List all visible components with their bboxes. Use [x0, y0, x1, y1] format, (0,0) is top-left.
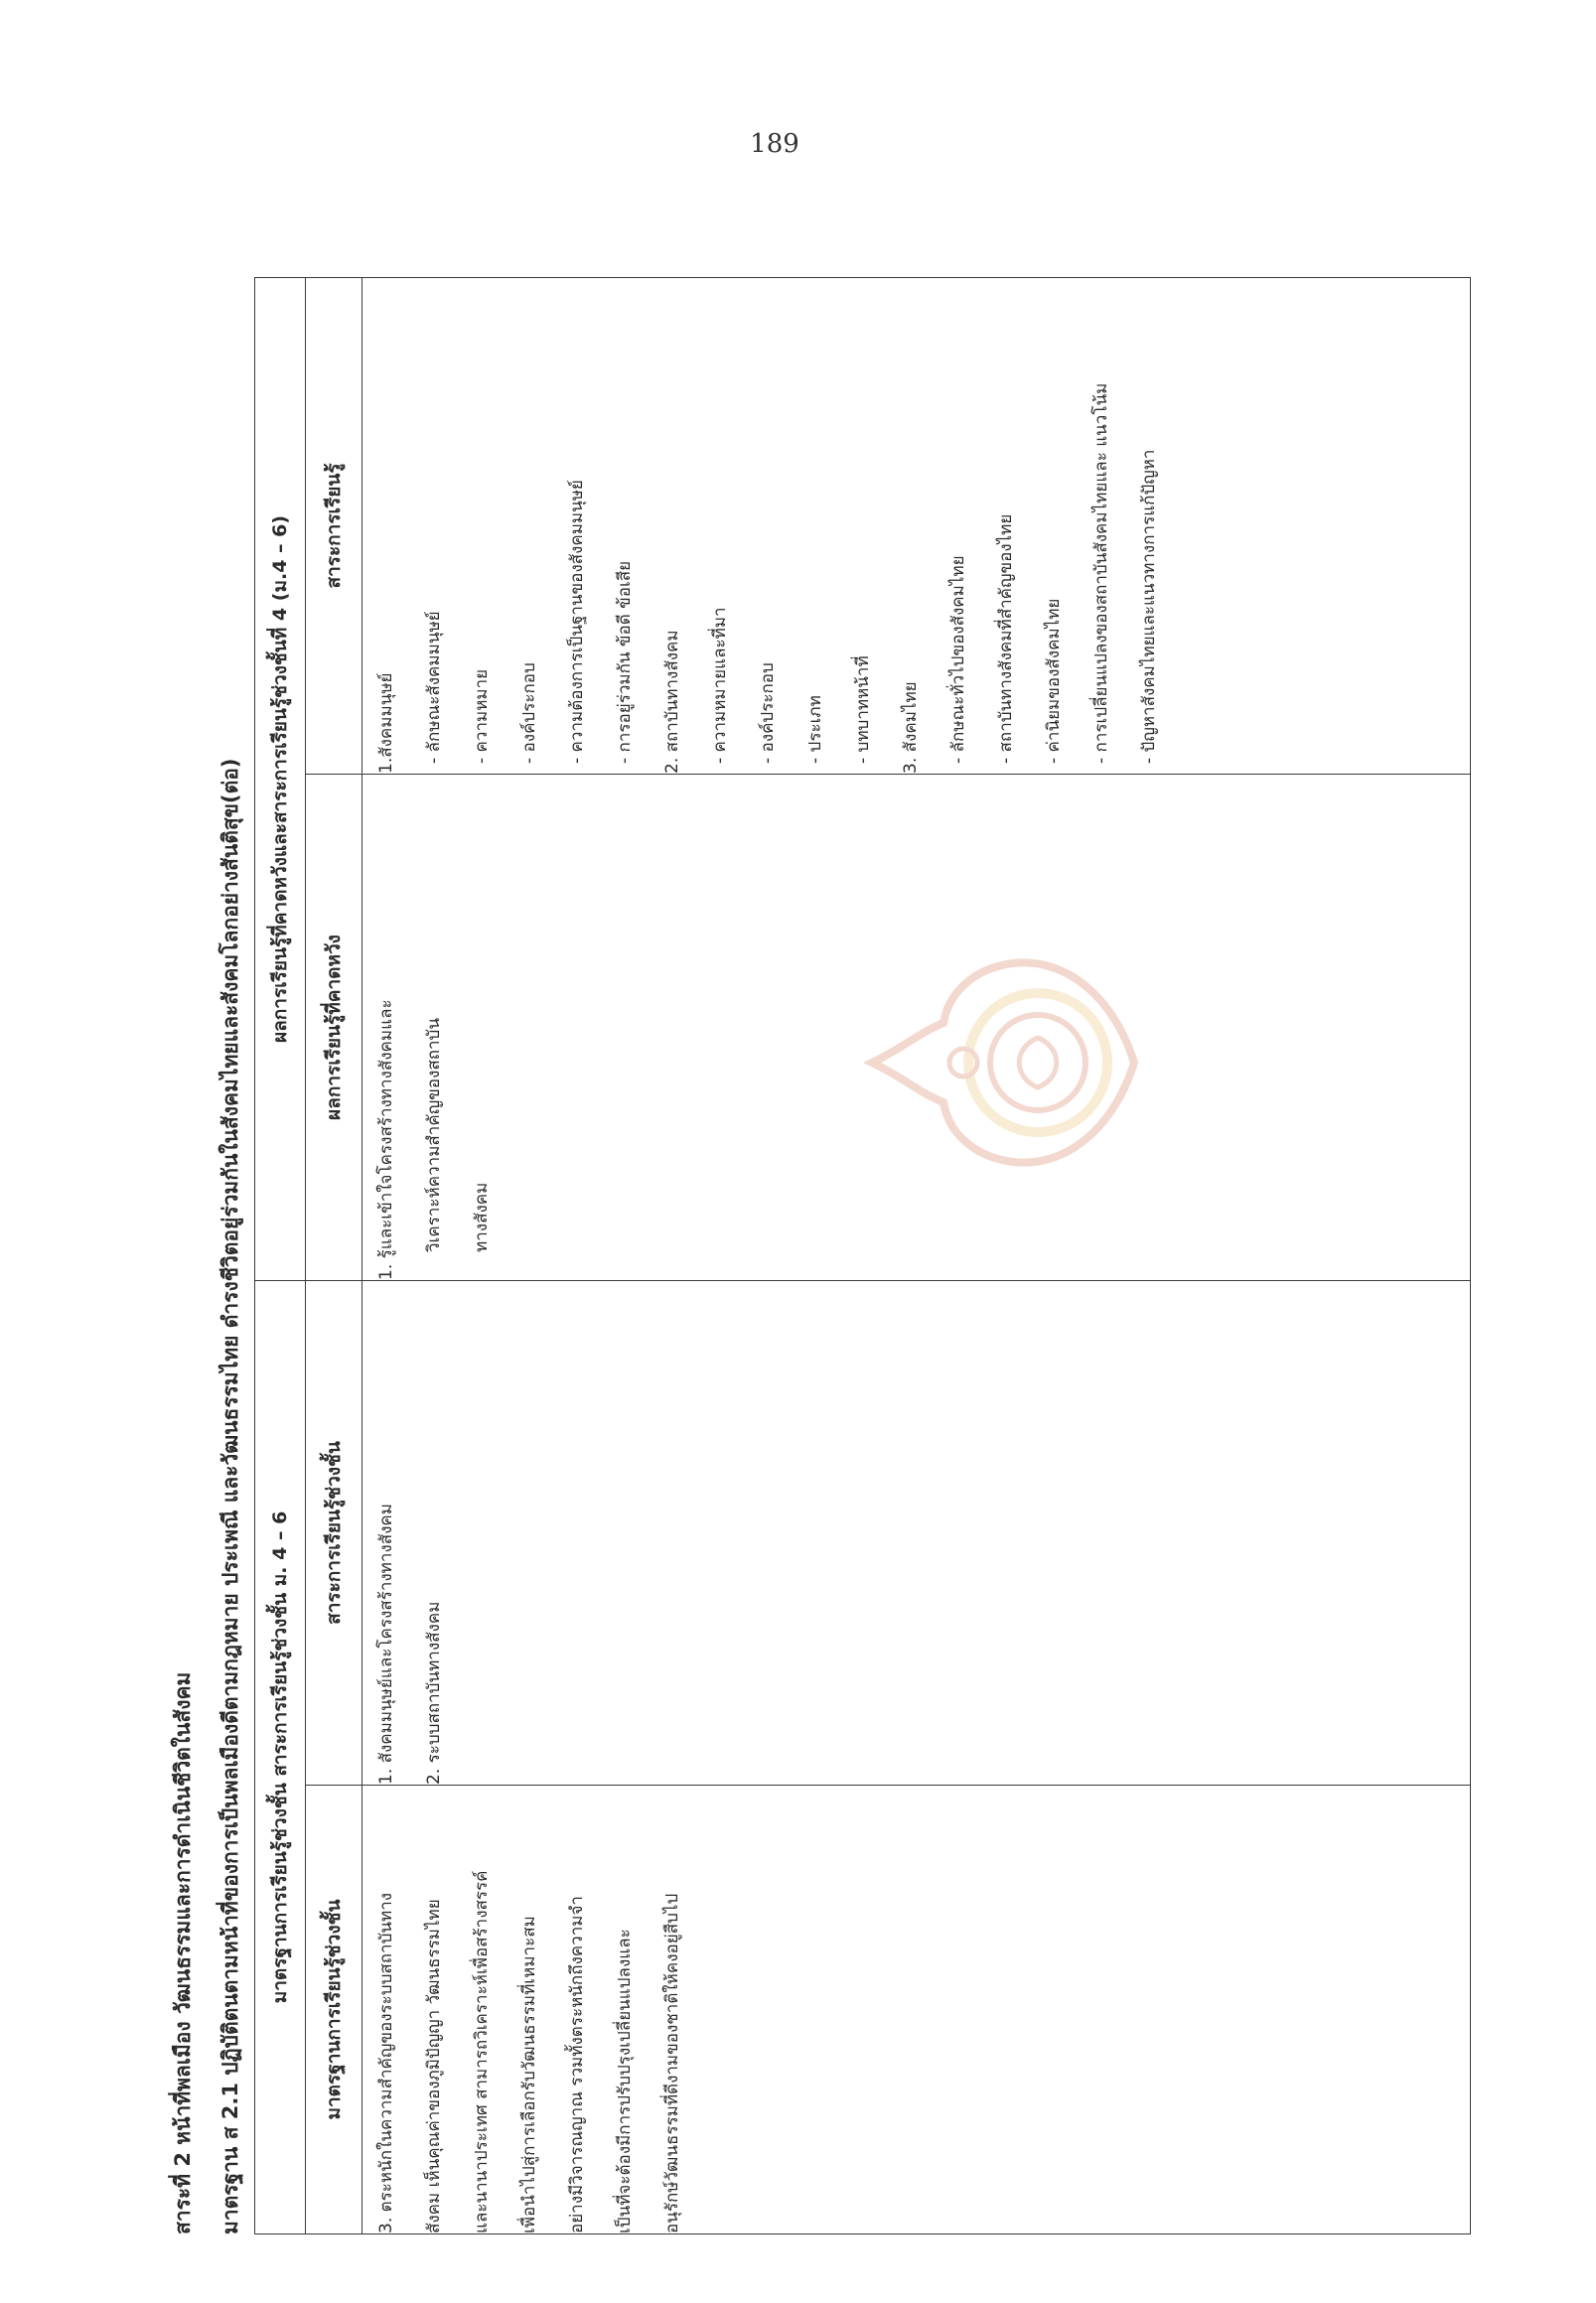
learning-item: - บทบาทหน้าที่ [853, 655, 873, 764]
outcome-line: วิเคราะห์ความสำคัญของสถาบัน [424, 1018, 444, 1252]
learning-item: - ค่านิยมของสังคมไทย [1044, 598, 1064, 764]
standards-table [254, 277, 1471, 2234]
standard-line: และนานาประเทศ สามารถวิเคราะห์เพื่อสร้างสรรค์ [472, 1870, 492, 2233]
learning-item: - การเปลี่ยนแปลงของสถาบันสังคมไทยและ แนวโน้ม [1091, 382, 1111, 764]
learning-item: - องค์ประกอบ [519, 662, 539, 764]
strand-heading: สาระที่ 2 หน้าที่พลเมือง วัฒนธรรมและการดำเนินชีวิตในสังคม [171, 1671, 195, 2234]
content-line: 2. ระบบสถาบันทางสังคม [424, 1601, 444, 1785]
standard-line: อนุรักษ์วัฒนธรรมที่ดีงามของชาติให้คงอยู่สืบไป [662, 1893, 682, 2233]
column-header-outcome: ผลการเรียนรู้ที่คาดหวัง [306, 774, 363, 1280]
column-header-standard: มาตรฐานการเรียนรู้ช่วงชั้น [306, 1786, 363, 2234]
content-cell [363, 1280, 1471, 1785]
column-header-content: สาระการเรียนรู้ช่วงชั้น [306, 1280, 363, 1785]
standard-line: เป็นที่จะต้องมีการปรับปรุงเปลี่ยนแปลงและ [615, 1929, 635, 2233]
standard-cell [363, 1786, 1471, 2234]
learning-item: - ลักษณะทั่วไปของสังคมไทย [948, 555, 968, 764]
learning-item: - ความต้องการเป็นฐานของสังคมมนุษย์ [567, 480, 587, 764]
standard-line: สังคม เห็นคุณค่าของภูมิปัญญา วัฒนธรรมไทย [424, 1899, 444, 2233]
learning-item: 2. สถาบันทางสังคม [662, 630, 682, 774]
learning-item: - การอยู่ร่วมกัน ข้อดี ข้อเสีย [615, 560, 635, 764]
learning-item: - ลักษณะสังคมมนุษย์ [424, 611, 444, 764]
section-header-right: ผลการเรียนรู้ที่คาดหวังและสาระการเรียนรู้ช่วงชั้นที่ 4 (ม.4 – 6) [255, 277, 306, 1280]
learning-item: - ความหมายและที่มา [710, 607, 730, 764]
learning-item: - ประเภท [805, 695, 825, 764]
section-header-left: มาตรฐานการเรียนรู้ช่วงชั้น สาระการเรียนรู้ช่วงชั้น ม. 4 – 6 [255, 1280, 306, 2233]
learning-item: - สถาบันทางสังคมที่สำคัญของไทย [996, 513, 1016, 764]
standard-heading: มาตรฐาน ส 2.1 ปฏิบัติตนตามหน้าที่ของการเป็นพลเมืองดีตามกฎหมาย ประเพณี และวัฒนธรรมไทย ดำรงชีวิตอยู่ร่วมกันในสังคมไทยและสังคมโลกอย่างสันติสุข(ต่อ) [218, 758, 242, 2234]
outcome-line: ทางสังคม [472, 1182, 492, 1252]
learning-item: 3. สังคมไทย [901, 681, 921, 774]
column-header-learning: สาระการเรียนรู้ [306, 277, 363, 774]
learning-item: - องค์ประกอบ [758, 662, 778, 764]
rotated-page-content [159, 278, 1475, 2234]
learning-item: - ความหมาย [472, 668, 492, 764]
standard-line: 3. ตระหนักในความสำคัญของระบบสถาบันทาง [376, 1892, 396, 2233]
page-number: 189 [750, 129, 799, 159]
outcome-line: 1. รู้และเข้าใจโครงสร้างทางสังคมและ [376, 999, 396, 1280]
learning-item: - ปัญหาสังคมไทยและแนวทางการแก้ปัญหา [1139, 449, 1159, 764]
standard-line: อย่างมีวิจารณญาณ รวมทั้งตระหนักถึงความจำ [567, 1896, 587, 2233]
learning-item: 1.สังคมมนุษย์ [376, 672, 396, 774]
outcome-cell [363, 774, 1471, 1280]
standard-line: เพื่อนำไปสู่การเลือกรับวัฒนธรรมที่เหมาะสม [519, 1916, 539, 2233]
learning-content-cell [363, 277, 1471, 774]
content-line: 1. สังคมมนุษย์และโครงสร้างทางสังคม [376, 1504, 396, 1785]
